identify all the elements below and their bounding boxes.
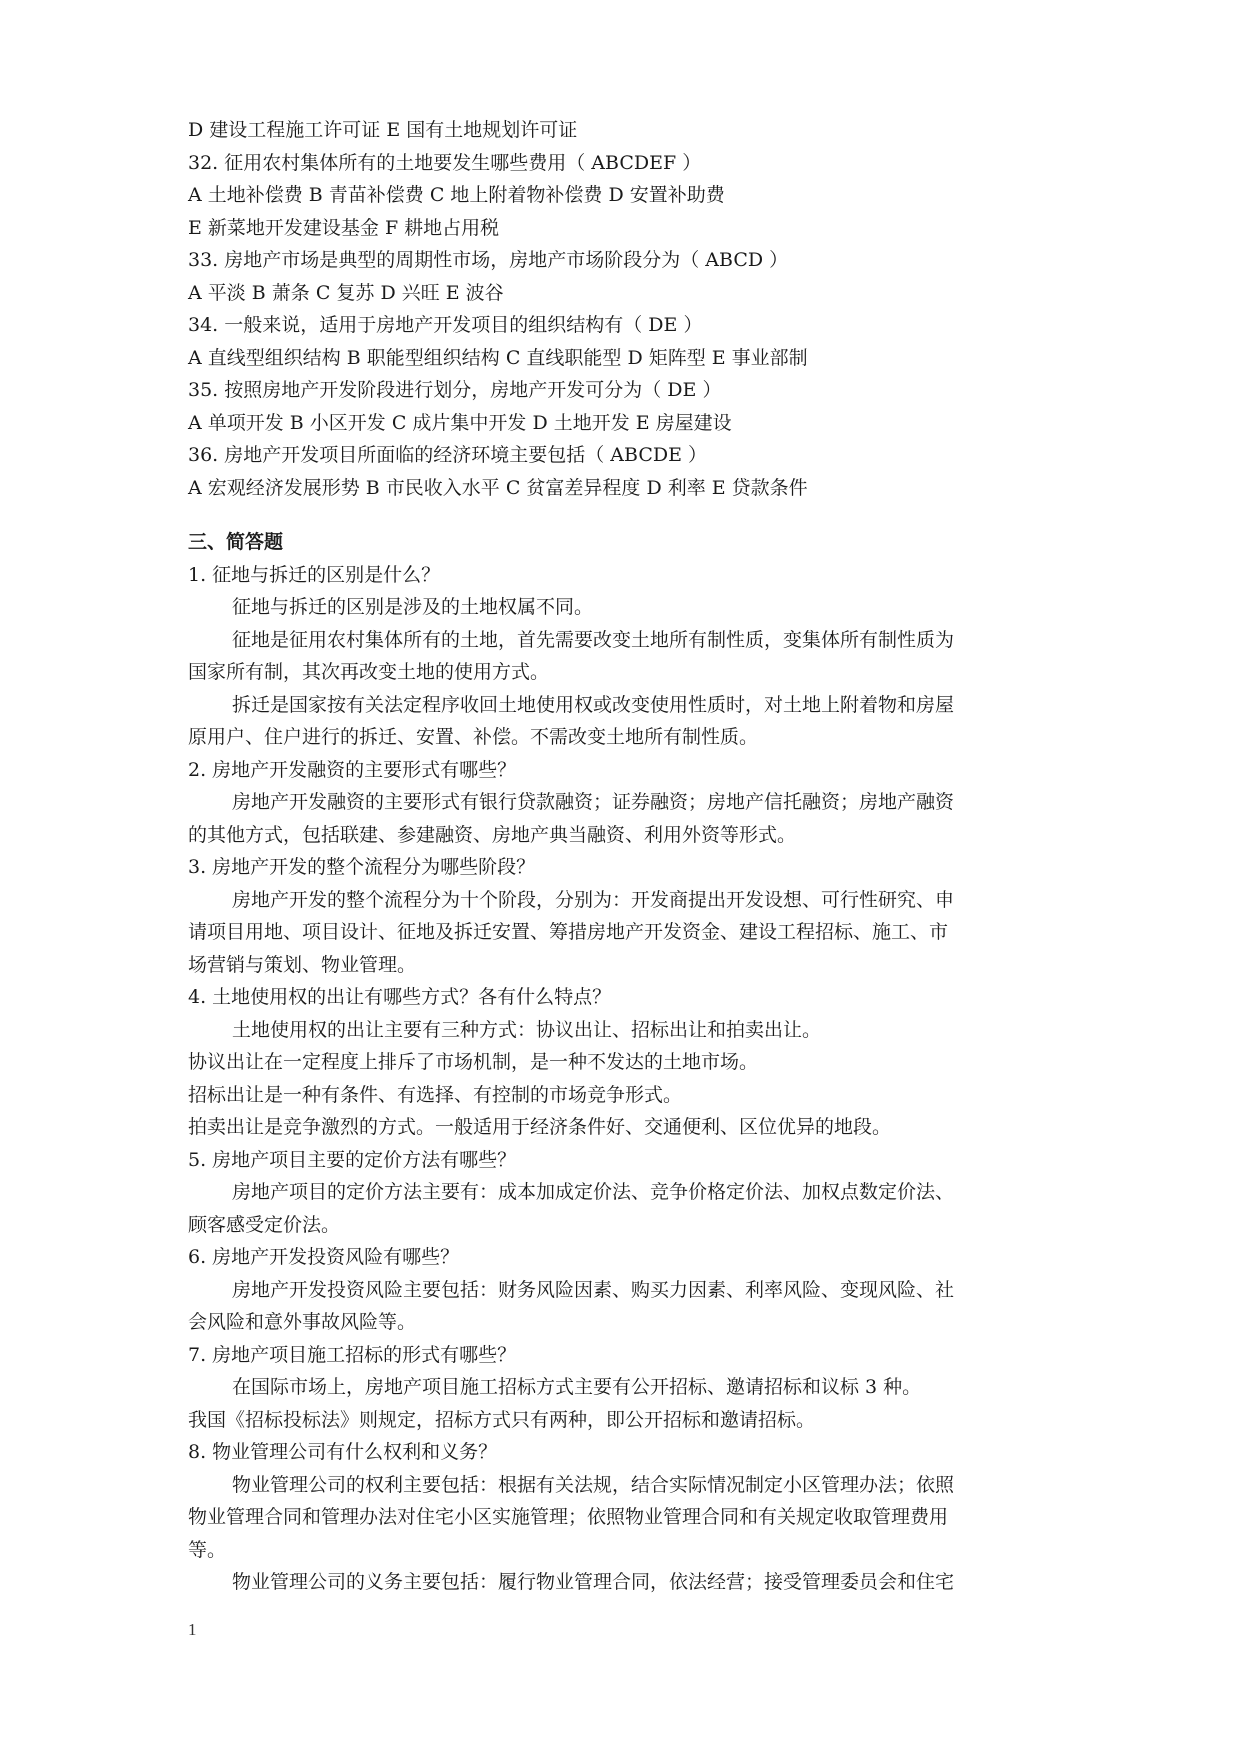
answer-line: 物业管理公司的义务主要包括：履行物业管理合同，依法经营；接受管理委员会和住宅 [232, 1571, 955, 1593]
question-3: 3. 房地产开发的整个流程分为哪些阶段？ [188, 856, 536, 878]
answer-line: 原用户、住户进行的拆迁、安置、补偿。不需改变土地所有制性质。 [188, 726, 759, 748]
answer-line: 招标出让是一种有条件、有选择、有控制的市场竞争形式。 [188, 1083, 683, 1106]
answer-line: 征地是征用农村集体所有的土地，首先需要改变土地所有制性质，变集体所有制性质为 [232, 628, 955, 651]
answer-line: 物业管理合同和管理办法对住宅小区实施管理；依照物业管理合同和有关规定收取管理费用 [188, 1506, 949, 1528]
answer-line: 拆迁是国家按有关法定程序收回土地使用权或改变使用性质时，对土地上附着物和房屋 [232, 693, 955, 716]
options-line: A 单项开发 B 小区开发 C 成片集中开发 D 土地开发 E 房屋建设 [188, 411, 732, 434]
question-8: 8. 物业管理公司有什么权利和义务？ [188, 1441, 498, 1463]
section-title: 三、简答题 [188, 531, 284, 553]
answer-line: 征地与拆迁的区别是涉及的土地权属不同。 [232, 596, 594, 618]
answer-line: 房地产开发融资的主要形式有银行贷款融资；证券融资；房地产信托融资；房地产融资 [232, 791, 955, 813]
answer-line: 的其他方式，包括联建、参建融资、房地产典当融资、利用外资等形式。 [188, 823, 797, 846]
options-line: A 宏观经济发展形势 B 市民收入水平 C 贫富差异程度 D 利率 E 贷款条件 [188, 476, 808, 499]
options-line: A 直线型组织结构 B 职能型组织结构 C 直线职能型 D 矩阵型 E 事业部制 [188, 346, 808, 369]
question-4: 4. 土地使用权的出让有哪些方式？各有什么特点？ [188, 986, 612, 1008]
answer-line: 顾客感受定价法。 [188, 1213, 341, 1236]
document-body [188, 114, 1068, 1599]
page-number: 1 [188, 1620, 197, 1639]
options-line: A 土地补偿费 B 青苗补偿费 C 地上附着物补偿费 D 安置补助费 [188, 184, 725, 206]
answer-line: 房地产开发的整个流程分为十个阶段，分别为：开发商提出开发设想、可行性研究、申 [232, 888, 955, 911]
question-32: 32. 征用农村集体所有的土地要发生哪些费用（ ABCDEF ） [188, 151, 702, 174]
text-line: D 建设工程施工许可证 E 国有土地规划许可证 [188, 119, 578, 141]
answer-line: 场营销与策划、物业管理。 [188, 953, 417, 976]
question-2: 2. 房地产开发融资的主要形式有哪些？ [188, 758, 517, 781]
question-34: 34. 一般来说，适用于房地产开发项目的组织结构有（ DE ） [188, 314, 703, 336]
question-36: 36. 房地产开发项目所面临的经济环境主要包括（ ABCDE ） [188, 444, 708, 466]
question-33: 33. 房地产市场是典型的周期性市场，房地产市场阶段分为（ ABCD ） [188, 249, 789, 271]
question-1: 1. 征地与拆迁的区别是什么？ [188, 563, 441, 586]
question-5: 5. 房地产项目主要的定价方法有哪些？ [188, 1148, 517, 1171]
answer-line: 房地产开发投资风险主要包括：财务风险因素、购买力因素、利率风险、变现风险、社 [232, 1278, 955, 1301]
answer-line: 我国《招标投标法》则规定，招标方式只有两种，即公开招标和邀请招标。 [188, 1408, 816, 1431]
question-6: 6. 房地产开发投资风险有哪些？ [188, 1246, 460, 1268]
question-7: 7. 房地产项目施工招标的形式有哪些？ [188, 1343, 517, 1366]
answer-line: 物业管理公司的权利主要包括：根据有关法规，结合实际情况制定小区管理办法；依照 [232, 1473, 955, 1496]
question-35: 35. 按照房地产开发阶段进行划分，房地产开发可分为（ DE ） [188, 379, 722, 401]
answer-line: 协议出让在一定程度上排斥了市场机制，是一种不发达的土地市场。 [188, 1051, 759, 1073]
answer-line: 请项目用地、项目设计、征地及拆迁安置、筹措房地产开发资金、建设工程招标、施工、市 [188, 921, 949, 943]
answer-line: 房地产项目的定价方法主要有：成本加成定价法、竞争价格定价法、加权点数定价法、 [232, 1181, 955, 1203]
options-line: A 平淡 B 萧条 C 复苏 D 兴旺 E 波谷 [188, 281, 504, 304]
section-gap [188, 504, 1068, 526]
answer-line: 在国际市场上，房地产项目施工招标方式主要有公开招标、邀请招标和议标 3 种。 [232, 1376, 922, 1398]
answer-line: 国家所有制，其次再改变土地的使用方式。 [188, 661, 550, 683]
answer-line: 土地使用权的出让主要有三种方式：协议出让、招标出让和拍卖出让。 [232, 1018, 822, 1041]
answer-line: 会风险和意外事故风险等。 [188, 1311, 417, 1333]
answer-line: 等。 [188, 1538, 227, 1561]
answer-line: 拍卖出让是竞争激烈的方式。一般适用于经济条件好、交通便利、区位优异的地段。 [188, 1116, 892, 1138]
options-line: E 新菜地开发建设基金 F 耕地占用税 [188, 216, 500, 239]
